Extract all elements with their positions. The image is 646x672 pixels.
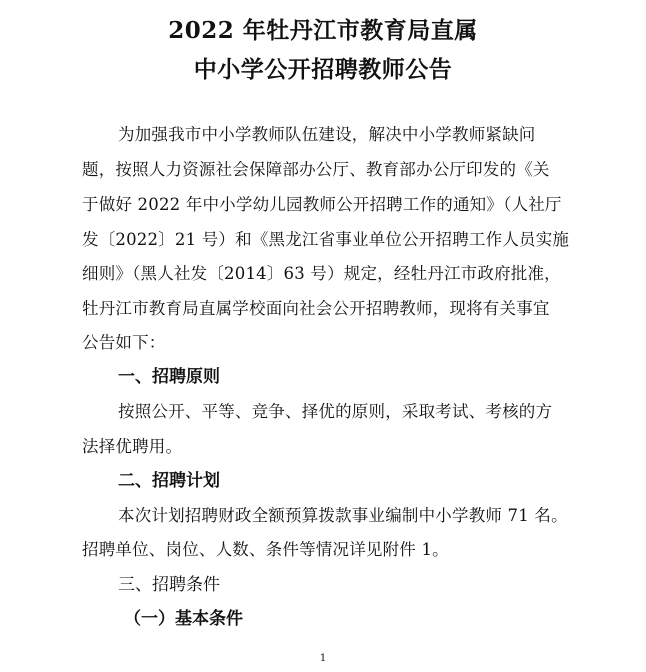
intro-paragraph-line: 于做好 2022 年中小学幼儿园教师公开招聘工作的通知》（人社厅 (82, 195, 562, 214)
section-principles-line: 法择优聘用。 (82, 437, 183, 456)
page-number: 1 (319, 653, 327, 664)
intro-paragraph-line: 公告如下： (82, 333, 166, 352)
section-plan-line: 本次计划招聘财政全额预算拨款事业编制中小学教师 71 名。 (118, 506, 568, 525)
document-title-line-1: 2022 年牡丹江市教育局直属 (168, 17, 478, 44)
section-heading-plan: 二、招聘计划 (118, 471, 220, 491)
intro-paragraph-line: 细则》（黑人社发〔2014〕63 号）规定，经牡丹江市政府批准， (82, 264, 561, 283)
intro-paragraph-line: 发〔2022〕21 号）和《黑龙江省事业单位公开招聘工作人员实施 (82, 230, 570, 249)
intro-paragraph-line: 牡丹江市教育局直属学校面向社会公开招聘教师，现将有关事宜 (82, 299, 550, 318)
document-title-line-2: 中小学公开招聘教师公告 (193, 56, 453, 83)
section-heading-conditions: 三、招聘条件 (118, 575, 220, 595)
subsection-heading-basic-conditions: （一）基本条件 (124, 609, 243, 629)
intro-paragraph-line: 题，按照人力资源社会保障部办公厅、教育部办公厅印发的《关 (82, 160, 550, 179)
section-heading-principles: 一、招聘原则 (118, 367, 220, 387)
section-plan-line: 招聘单位、岗位、人数、条件等情况详见附件 1。 (82, 540, 449, 559)
intro-paragraph-line: 为加强我市中小学教师队伍建设，解决中小学教师紧缺问 (118, 125, 536, 144)
section-principles-line: 按照公开、平等、竞争、择优的原则，采取考试、考核的方 (118, 402, 553, 421)
